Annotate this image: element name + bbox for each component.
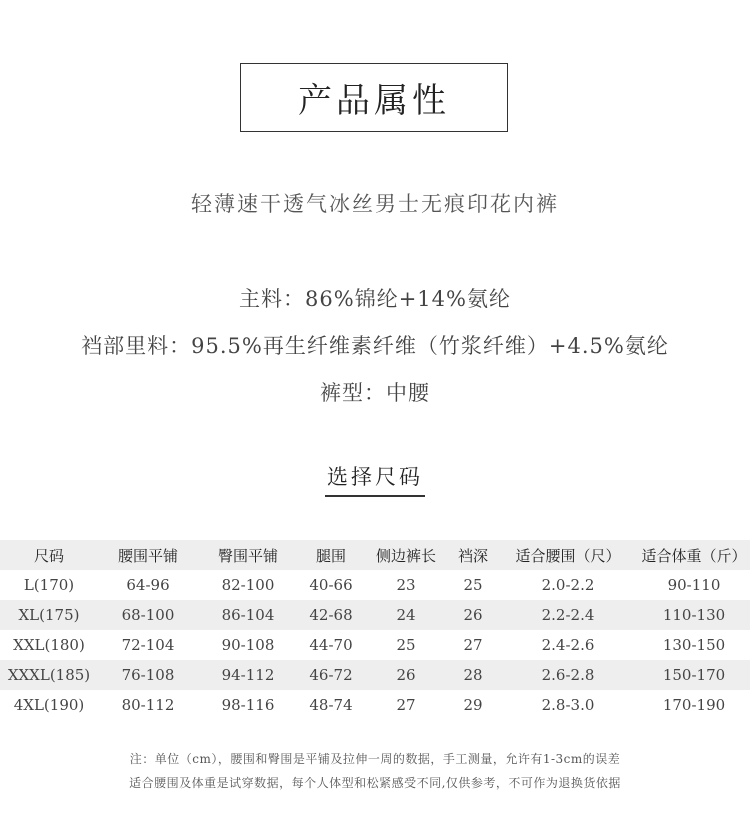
cell-crotch-depth: 26 bbox=[463, 606, 483, 624]
cell-fit-waist: 2.6-2.8 bbox=[541, 666, 595, 684]
cell-size: XL(175) bbox=[18, 606, 80, 624]
table-row bbox=[0, 660, 750, 690]
column-header-fit-weight: 适合体重（斤） bbox=[641, 546, 747, 565]
cell-fit-waist: 2.2-2.4 bbox=[541, 606, 595, 624]
cell-waist-flat: 80-112 bbox=[121, 696, 175, 714]
cell-fit-weight: 150-170 bbox=[662, 666, 726, 684]
fit-disclaimer-note: 适合腰围及体重是试穿数据，每个人体型和松紧感受不同,仅供参考，不可作为退换货依据 bbox=[129, 776, 621, 790]
column-header-fit-waist: 适合腰围（尺） bbox=[515, 546, 621, 565]
material-crotch-lining: 裆部里料：95.5%再生纤维素纤维（竹浆纤维）+4.5%氨纶 bbox=[81, 334, 669, 358]
column-header-thigh: 腿围 bbox=[315, 546, 346, 565]
cell-fit-waist: 2.4-2.6 bbox=[541, 636, 595, 654]
column-header-side-length: 侧边裤长 bbox=[375, 546, 436, 565]
product-attributes-title: 产品属性 bbox=[240, 63, 508, 132]
cell-size: XXL(180) bbox=[13, 636, 85, 654]
cell-fit-waist: 2.0-2.2 bbox=[541, 576, 595, 594]
cell-side-length: 26 bbox=[396, 666, 416, 684]
cell-fit-weight: 130-150 bbox=[662, 636, 726, 654]
cell-side-length: 27 bbox=[396, 696, 416, 714]
cell-size: XXXL(185) bbox=[7, 666, 91, 684]
size-table-header-row bbox=[0, 540, 750, 570]
cell-size: 4XL(190) bbox=[13, 696, 85, 714]
column-header-crotch-depth: 裆深 bbox=[457, 546, 488, 565]
cell-thigh: 46-72 bbox=[309, 666, 353, 684]
table-row bbox=[0, 690, 750, 720]
cell-fit-waist: 2.8-3.0 bbox=[541, 696, 595, 714]
cell-crotch-depth: 29 bbox=[463, 696, 483, 714]
size-section-heading bbox=[0, 461, 750, 497]
cell-side-length: 23 bbox=[396, 576, 416, 594]
table-row bbox=[0, 600, 750, 630]
cell-waist-flat: 72-104 bbox=[121, 636, 175, 654]
column-header-waist-flat: 腰围平铺 bbox=[117, 546, 178, 565]
table-row bbox=[0, 630, 750, 660]
cell-hip-flat: 90-108 bbox=[221, 636, 275, 654]
cell-side-length: 25 bbox=[396, 636, 416, 654]
size-section-heading-text: 选择尺码 bbox=[325, 461, 425, 497]
cell-fit-weight: 90-110 bbox=[667, 576, 721, 594]
cell-size: L(170) bbox=[23, 576, 75, 594]
cell-thigh: 40-66 bbox=[309, 576, 353, 594]
cell-waist-flat: 68-100 bbox=[121, 606, 175, 624]
cell-side-length: 24 bbox=[396, 606, 416, 624]
cell-fit-weight: 170-190 bbox=[662, 696, 726, 714]
cell-thigh: 44-70 bbox=[309, 636, 353, 654]
fit-type: 裤型：中腰 bbox=[320, 381, 430, 405]
cell-hip-flat: 86-104 bbox=[221, 606, 275, 624]
cell-waist-flat: 64-96 bbox=[126, 576, 170, 594]
material-main: 主料：86%锦纶+14%氨纶 bbox=[239, 287, 511, 311]
table-row bbox=[0, 570, 750, 600]
cell-hip-flat: 82-100 bbox=[221, 576, 275, 594]
measurement-note: 注：单位（cm），腰围和臀围是平铺及拉伸一周的数据，手工测量，允许有1-3cm的误差 bbox=[129, 752, 621, 766]
column-header-hip-flat: 臀围平铺 bbox=[217, 546, 278, 565]
size-table bbox=[0, 540, 750, 720]
column-header-size: 尺码 bbox=[33, 546, 64, 565]
cell-fit-weight: 110-130 bbox=[662, 606, 726, 624]
cell-waist-flat: 76-108 bbox=[121, 666, 175, 684]
cell-crotch-depth: 25 bbox=[463, 576, 483, 594]
cell-crotch-depth: 27 bbox=[463, 636, 483, 654]
cell-thigh: 48-74 bbox=[309, 696, 353, 714]
cell-hip-flat: 98-116 bbox=[221, 696, 275, 714]
product-name: 轻薄速干透气冰丝男士无痕印花内裤 bbox=[191, 192, 559, 216]
cell-hip-flat: 94-112 bbox=[221, 666, 275, 684]
cell-thigh: 42-68 bbox=[309, 606, 353, 624]
cell-crotch-depth: 28 bbox=[463, 666, 483, 684]
